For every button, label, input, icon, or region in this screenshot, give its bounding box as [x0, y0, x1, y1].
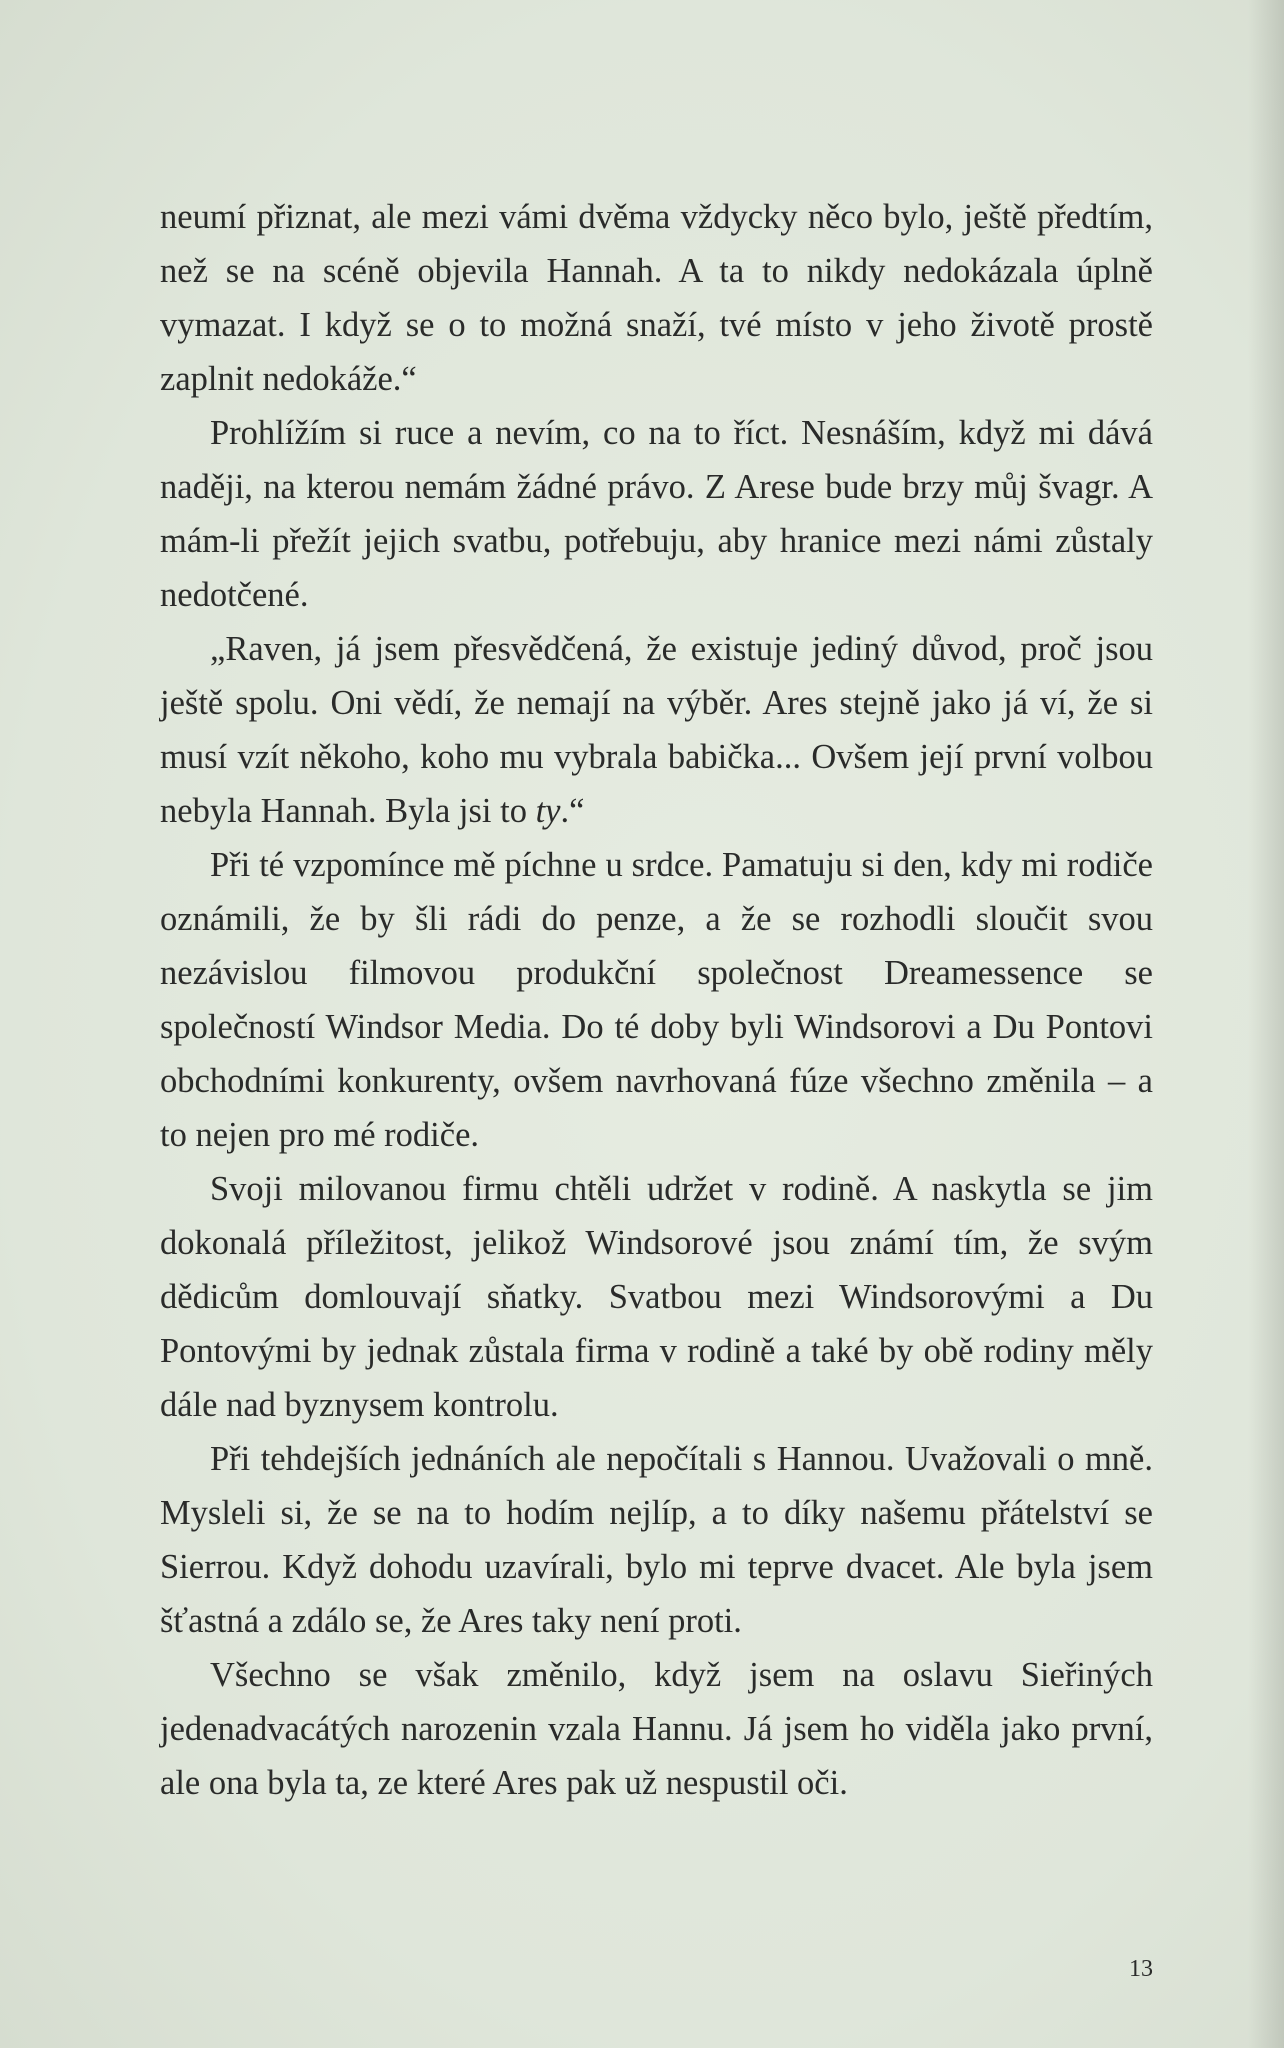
paragraph: Při té vzpomínce mě píchne u srdce. Pamatuju si den, kdy mi rodiče oznámili, že by šli rádi do penze, a že se rozhodli sloučit svou nezávislou filmovou produkční společnost Dreamessence se společností Windsor Media. Do té doby byli Windsorovi a Du Pontovi obchodními konkurenty, ovšem navrhovaná fúze všechno změnila – a to nejen pro mé rodiče.: [160, 846, 1153, 1154]
paragraph-quote: [160, 622, 1153, 838]
paragraph-continued: neumí přiznat, ale mezi vámi dvěma vždycky něco bylo, ještě předtím, než se na scéně objevila Hannah. A ta to nikdy nedokázala úplně vymazat. I když se o to možná snaží, tvé místo v jeho životě prostě zaplnit nedokáže.“: [160, 198, 1153, 398]
page-body-text: [160, 190, 1153, 1810]
paragraph: Při tehdejších jednáních ale nepočítali s Hannou. Uvažovali o mně. Mysleli si, že se na to hodím nejlíp, a to díky našemu přátelství se Sierrou. Když dohodu uzavírali, bylo mi teprve dvacet. Ale byla jsem šťastná a zdálo se, že Ares taky není proti.: [160, 1440, 1153, 1640]
page-number: 13: [1129, 1956, 1153, 1982]
quote-text-start: „Raven, já jsem přesvědčená, že existuje jediný důvod, proč jsou ještě spolu. Oni vědí, že nemají na výběr. Ares stejně jako já ví, že si musí vzít někoho, koho mu vybrala babička... Ovšem její první volbou nebyla Hannah. Byla jsi to: [160, 630, 1153, 830]
paragraph: Všechno se však změnilo, když jsem na oslavu Sieřiných jedenadvacátých narozenin vzala Hannu. Já jsem ho viděla jako první, ale ona byla ta, ze které Ares pak už nespustil oči.: [160, 1656, 1153, 1802]
paragraph: Prohlížím si ruce a nevím, co na to říct. Nesnáším, když mi dává naději, na kterou nemám žádné právo. Z Arese bude brzy můj švagr. A mám-li přežít jejich svatbu, potřebuju, aby hranice mezi námi zůstaly nedotčené.: [160, 414, 1153, 614]
quote-italic-word: ty: [535, 792, 561, 830]
quote-text-end: .“: [560, 792, 585, 830]
paragraph: Svoji milovanou firmu chtěli udržet v rodině. A naskytla se jim dokonalá příležitost, jelikož Windsorové jsou známí tím, že svým dědicům domlouvají sňatky. Svatbou mezi Windsorovými a Du Pontovými by jednak zůstala firma v rodině a také by obě rodiny měly dále nad byznysem kontrolu.: [160, 1170, 1153, 1424]
